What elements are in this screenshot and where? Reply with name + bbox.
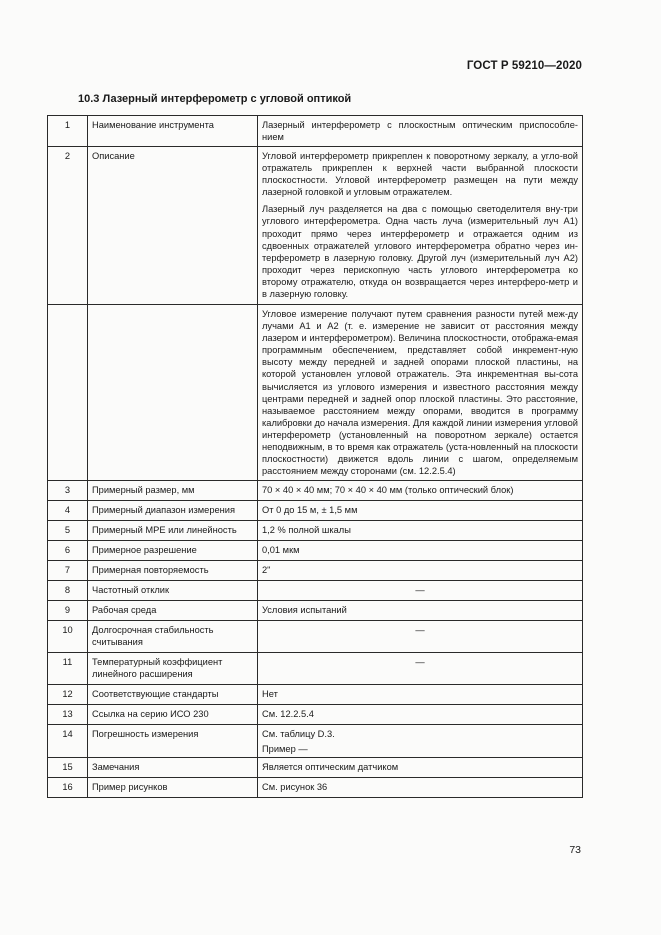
row-parameter: Ссылка на серию ИСО 230 xyxy=(88,705,258,725)
table-row xyxy=(48,305,583,481)
table-row xyxy=(48,621,583,653)
row-value: См. рисунок 36 xyxy=(258,778,583,798)
row-number: 11 xyxy=(48,653,88,685)
row-number: 9 xyxy=(48,601,88,621)
row-value: От 0 до 15 м, ± 1,5 мм xyxy=(258,501,583,521)
table-row xyxy=(48,778,583,798)
row-value: Является оптическим датчиком xyxy=(258,758,583,778)
description-paragraph: Угловой интерферометр прикреплен к поворотному зеркалу, а угло-вой отражатель прикреплен к верхней части выбранной плоскости плоскостности. Угловой интерферометр размещен на пути между лазерной головкой и угловым отражателем. xyxy=(262,151,578,198)
row-value: 2" xyxy=(258,561,583,581)
row-value: 70 × 40 × 40 мм; 70 × 40 × 40 мм (только оптический блок) xyxy=(258,481,583,501)
row-parameter: Рабочая среда xyxy=(88,601,258,621)
row-parameter: Примерный MPE или линейность xyxy=(88,521,258,541)
row-parameter: Погрешность измерения xyxy=(88,725,258,758)
row-parameter: Соответствующие стандарты xyxy=(88,685,258,705)
table-row xyxy=(48,725,583,758)
row-value: — xyxy=(258,653,583,685)
table-row xyxy=(48,521,583,541)
table-row xyxy=(48,758,583,778)
row-value: Лазерный интерферометр с плоскостным оптическим приспособле-нием xyxy=(258,116,583,147)
row-parameter: Примерный размер, мм xyxy=(88,481,258,501)
page-number: 73 xyxy=(569,844,581,856)
row-number: 7 xyxy=(48,561,88,581)
row-number: 12 xyxy=(48,685,88,705)
row-parameter: Описание xyxy=(88,147,258,305)
row-parameter: Примерная повторяемость xyxy=(88,561,258,581)
row-number: 3 xyxy=(48,481,88,501)
row-parameter: Наименование инструмента xyxy=(88,116,258,147)
row-number: 8 xyxy=(48,581,88,601)
table-row xyxy=(48,653,583,685)
table-row xyxy=(48,705,583,725)
row-number: 2 xyxy=(48,147,88,305)
table-row xyxy=(48,481,583,501)
table-row xyxy=(48,541,583,561)
row-value: Угловое измерение получают путем сравнения разности путей меж-ду лучами А1 и А2 (т. е. измерение не зависит от расстояния между лазером и интерферометром). Величина плоскостности, отобража-емая программным обеспечением, представляет собой инкремент-ную высоту между передней и задней опорами плоской пластины, на которой установлен угловой отражатель. Эта инкрементная вы-сота вычисляется из углового измерения и известного расстояния между центрами передней и задней опор плоской пластины. Это расстояние, называемое расстоянием между опорами, вводится в программу калибровки до начала измерения. Для каждой линии измерения угловой интерферометр (установленный на поворотном зеркале) остается неподвижным, в то время как отражатель (уста-новленный на плоскости плоскостности) движется вдоль линии с шагом, определяемым расстоянием между сторонами (см. 12.2.5.4) xyxy=(258,305,583,481)
row-number: 1 xyxy=(48,116,88,147)
row-value: 0,01 мкм xyxy=(258,541,583,561)
table-row xyxy=(48,601,583,621)
table-row xyxy=(48,685,583,705)
row-parameter: Замечания xyxy=(88,758,258,778)
table-row xyxy=(48,501,583,521)
row-value: — xyxy=(258,621,583,653)
table-row xyxy=(48,147,583,305)
row-number: 14 xyxy=(48,725,88,758)
table-row xyxy=(48,116,583,147)
table-row xyxy=(48,561,583,581)
document-standard-code: ГОСТ Р 59210—2020 xyxy=(466,60,582,72)
row-value xyxy=(258,147,583,305)
table-row xyxy=(48,581,583,601)
row-value: Нет xyxy=(258,685,583,705)
row-parameter: Пример рисунков xyxy=(88,778,258,798)
row-parameter: Частотный отклик xyxy=(88,581,258,601)
row-number: 5 xyxy=(48,521,88,541)
row-number xyxy=(48,305,88,481)
row-number: 4 xyxy=(48,501,88,521)
specification-table xyxy=(47,115,583,798)
row-number: 15 xyxy=(48,758,88,778)
description-paragraph: Лазерный луч разделяется на два с помощью светоделителя вну-три углового интерферометра. Одна часть луча (измерительный луч А1) проходит прямо через интерферометр и отражается одним из сдвоенных отражателей углового интерферометра обратно через ин-терферометр в лазерную головку. Другой луч (измерительный луч А2) проходит через перископную часть углового интерферометра ко второму отражателю, откуда он возвращается через интерферо-метр и в лазерную головку. xyxy=(262,204,578,300)
value-line: См. таблицу D.3. xyxy=(262,729,335,739)
row-parameter: Примерный диапазон измерения xyxy=(88,501,258,521)
row-parameter: Температурный коэффициент линейного расширения xyxy=(88,653,258,685)
value-line: Пример — xyxy=(262,744,308,755)
row-number: 6 xyxy=(48,541,88,561)
row-value xyxy=(258,725,583,758)
row-value: Условия испытаний xyxy=(258,601,583,621)
row-parameter xyxy=(88,305,258,481)
row-number: 16 xyxy=(48,778,88,798)
section-title: 10.3 Лазерный интерферометр с угловой оптикой xyxy=(78,93,352,105)
row-number: 10 xyxy=(48,621,88,653)
row-value: — xyxy=(258,581,583,601)
row-parameter: Долгосрочная стабильность считывания xyxy=(88,621,258,653)
row-number: 13 xyxy=(48,705,88,725)
row-parameter: Примерное разрешение xyxy=(88,541,258,561)
row-value: См. 12.2.5.4 xyxy=(258,705,583,725)
row-value: 1,2 % полной шкалы xyxy=(258,521,583,541)
